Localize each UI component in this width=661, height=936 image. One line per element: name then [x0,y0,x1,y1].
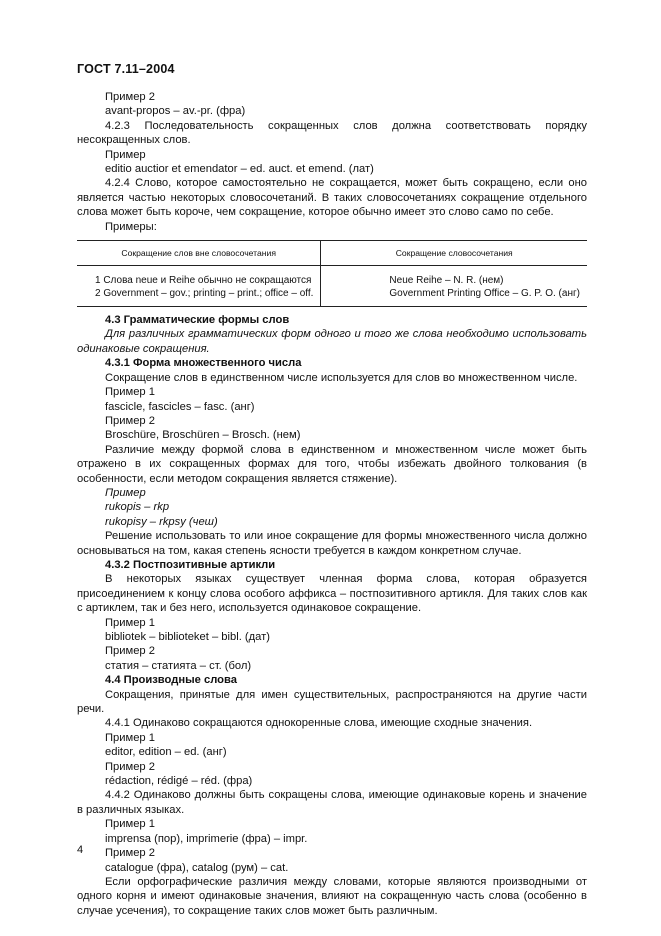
document-header: ГОСТ 7.11–2004 [77,62,175,76]
paragraph: 4.3 Грамматические формы слов [105,314,290,327]
paragraph: Пример 2 [105,91,155,103]
paragraph: Если орфографические различия между словами, которые являются производными от одного корня и имеют одинаковые значения, влияют на сокращенную часть слова (особенно в случае усечения), то сокращение таких слов может быть различным. [77,875,587,917]
paragraph: rukopisy – rkpsy (чеш) [105,515,218,528]
paragraph: imprensa (пор), imprimerie (фра) – impr. [105,832,308,845]
paragraph: editio auctior et emendator – ed. auct. et emend. (лат) [105,163,374,176]
document-body [77,90,587,918]
paragraph: Пример 1 [105,386,155,399]
paragraph: Сокращение слов в единственном числе используется для слов во множественном числе. [105,371,578,384]
paragraph: Пример 1 [105,616,155,629]
paragraph: 4.4.1 Одинаково сокращаются однокоренные слова, имеющие сходные значения. [105,717,533,730]
table-cell: 2 Government – gov.; printing – print.; office – off. [77,287,321,307]
examples-table [77,240,587,307]
paragraph: bibliotek – biblioteket – bibl. (дат) [105,631,271,643]
paragraph: Пример [105,486,146,499]
paragraph: Пример 2 [105,760,155,773]
table-row [77,266,587,288]
paragraph: Пример 2 [105,414,155,427]
paragraph: Для различных грамматических форм одного и того же слова необходимо использовать одинаковые сокращения. [77,328,587,355]
table-cell: Neue Reihe – N. R. (нем) [389,275,504,287]
paragraph: 4.3.2 Постпозитивные артикли [105,558,276,571]
paragraph: avant-propos – av.-pr. (фра) [105,105,246,118]
paragraph: Пример 1 [105,731,155,744]
table-cell: 1 Слова neue и Reihe обычно не сокращаются [77,266,321,288]
paragraph: editor, edition – ed. (анг) [105,746,227,759]
paragraph: Пример 1 [105,818,155,831]
paragraph: 4.4 Производные слова [105,674,237,687]
paragraph: Решение использовать то или иное сокращение для формы множественного числа должно основываться на том, какая степень ясности требуется в каждом конкретном случае. [77,530,587,557]
paragraph: Примеры: [105,220,157,233]
table-row [77,287,587,307]
paragraph: Сокращения, принятые для имен существительных, распространяются на другие части речи. [77,688,587,716]
paragraph: Пример [105,148,146,161]
paragraph: Пример 2 [105,645,155,658]
table-header-cell: Сокращение словосочетания [321,241,587,266]
paragraph: 4.2.3 Последовательность сокращенных слов должна соответствовать порядку несокращенных слов. [77,119,587,147]
paragraph: Пример 2 [105,847,155,860]
paragraph: 4.2.4 Слово, которое самостоятельно не сокращается, может быть сокращено, если оно является частью некоторых словосочетаний. В таких словосочетаниях сокращение отдельного слова может быть короче, чем сокращение, которое обычно имеет это слово само по себе. [77,177,587,219]
table-header-cell: Сокращение слов вне словосочетания [77,241,321,266]
paragraph: fascicle, fascicles – fasc. (анг) [105,400,255,413]
paragraph: В некоторых языках существует членная форма слова, которая образуется присоединением к концу слова особого аффикса – постпозитивного артикля. Для таких слов как с артиклем, так и без него, используется одинаковое сокращение. [77,573,587,615]
paragraph: rédaction, rédigé – réd. (фра) [105,775,253,788]
paragraph: Broschüre, Broschüren – Brosch. (нем) [105,429,301,442]
page-number: 4 [77,844,84,856]
paragraph: 4.4.2 Одинаково должны быть сокращены слова, имеющие одинаковые корень и значение в различных языках. [77,789,587,816]
paragraph: 4.3.1 Форма множественного числа [105,357,302,370]
table-cell: Government Printing Office – G. P. O. (анг) [321,287,587,307]
paragraph: статия – статията – ст. (бол) [105,659,252,672]
paragraph: Различие между формой слова в единственном и множественном числе может быть отражено в их сокращенных формах для того, чтобы избежать двойного толкования (в особенности, если методом сокращения является стяжение). [77,443,587,485]
paragraph: rukopis – rkp [105,501,170,514]
paragraph: catalogue (фра), catalog (рум) – cat. [105,861,289,874]
